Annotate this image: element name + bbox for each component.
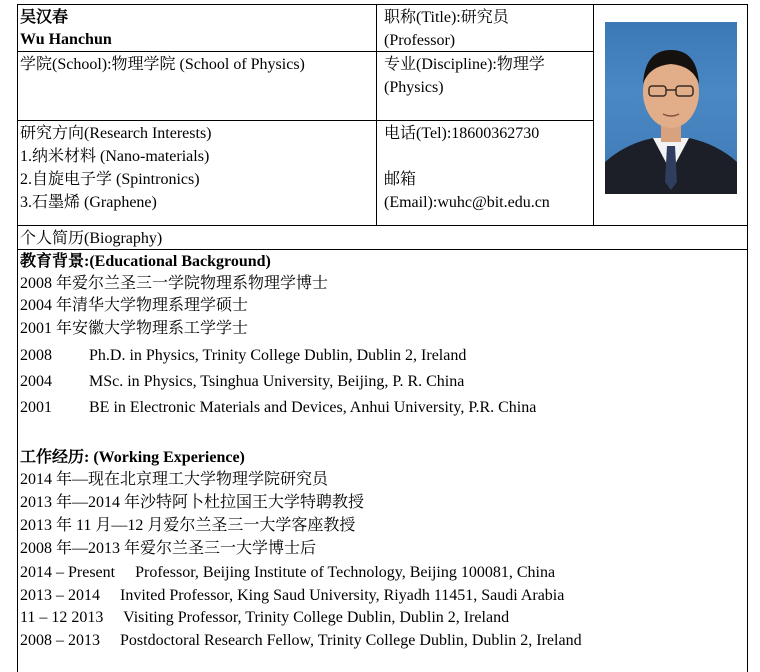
education-year: 2004	[20, 373, 52, 390]
work-en-item: 11 – 12 2013 Visiting Professor, Trinity College Dublin, Dublin 2, Ireland	[20, 609, 510, 626]
portrait-illustration	[605, 22, 737, 194]
table-border-right	[747, 4, 748, 672]
research-item: 3.石墨烯 (Graphene)	[20, 194, 157, 211]
education-year: 2008	[20, 347, 52, 364]
education-heading: 教育背景:(Educational Background)	[20, 253, 271, 270]
table-column-divider	[593, 4, 594, 226]
work-en-item: 2013 – 2014 Invited Professor, King Saud University, Riyadh 11451, Saudi Arabia	[20, 587, 565, 604]
work-en-item: 2014 – Present Professor, Beijing Institute of Technology, Beijing 100081, China	[20, 564, 556, 581]
research-item: 1.纳米材料 (Nano-materials)	[20, 148, 210, 165]
name-cn: 吴汉春	[20, 9, 69, 26]
school-field: 学院(School):物理学院 (School of Physics)	[20, 56, 305, 73]
table-border-top	[17, 4, 748, 5]
work-cn-item: 2013 年—2014 年沙特阿卜杜拉国王大学特聘教授	[20, 494, 365, 511]
email-link[interactable]: (Email):wuhc@bit.edu.cn	[384, 194, 550, 211]
biography-heading: 个人简历(Biography)	[20, 230, 163, 247]
education-detail: Ph.D. in Physics, Trinity College Dublin, Dublin 2, Ireland	[89, 347, 467, 364]
education-year: 2001	[20, 399, 52, 416]
table-row-divider	[17, 51, 594, 52]
education-en-item	[20, 397, 536, 419]
work-cn-item: 2008 年—2013 年爱尔兰圣三一大学博士后	[20, 540, 317, 557]
title-label: 职称(Title):研究员	[384, 9, 509, 26]
work-en-item: 2008 – 2013 Postdoctoral Research Fellow, Trinity College Dublin, Dublin 2, Ireland	[20, 632, 582, 649]
tel-field: 电话(Tel):18600362730	[384, 125, 540, 142]
work-cn-item: 2013 年 11 月—12 月爱尔兰圣三一大学客座教授	[20, 517, 356, 534]
work-cn-item: 2014 年—现在北京理工大学物理学院研究员	[20, 471, 329, 488]
title-value: (Professor)	[384, 32, 456, 49]
portrait-photo	[605, 22, 737, 194]
education-en-item	[20, 371, 464, 393]
table-column-divider	[376, 4, 377, 226]
email-label: 邮箱	[384, 171, 417, 188]
work-heading: 工作经历: (Working Experience)	[20, 449, 245, 466]
table-border-left	[17, 4, 18, 672]
name-en: Wu Hanchun	[20, 31, 112, 48]
education-detail: BE in Electronic Materials and Devices, Anhui University, P.R. China	[89, 399, 537, 416]
education-en-item	[20, 345, 466, 367]
education-cn-item: 2008 年爱尔兰圣三一学院物理系物理学博士	[20, 275, 329, 292]
discipline-label: 专业(Discipline):物理学	[384, 56, 545, 73]
table-row-divider	[17, 120, 594, 121]
research-heading: 研究方向(Research Interests)	[20, 125, 212, 142]
education-detail: MSc. in Physics, Tsinghua University, Beijing, P. R. China	[89, 373, 465, 390]
education-cn-item: 2004 年清华大学物理系理学硕士	[20, 297, 249, 314]
research-item: 2.自旋电子学 (Spintronics)	[20, 171, 200, 188]
discipline-value: (Physics)	[384, 79, 444, 96]
education-cn-item: 2001 年安徽大学物理系工学学士	[20, 320, 249, 337]
table-row-divider	[17, 225, 748, 226]
